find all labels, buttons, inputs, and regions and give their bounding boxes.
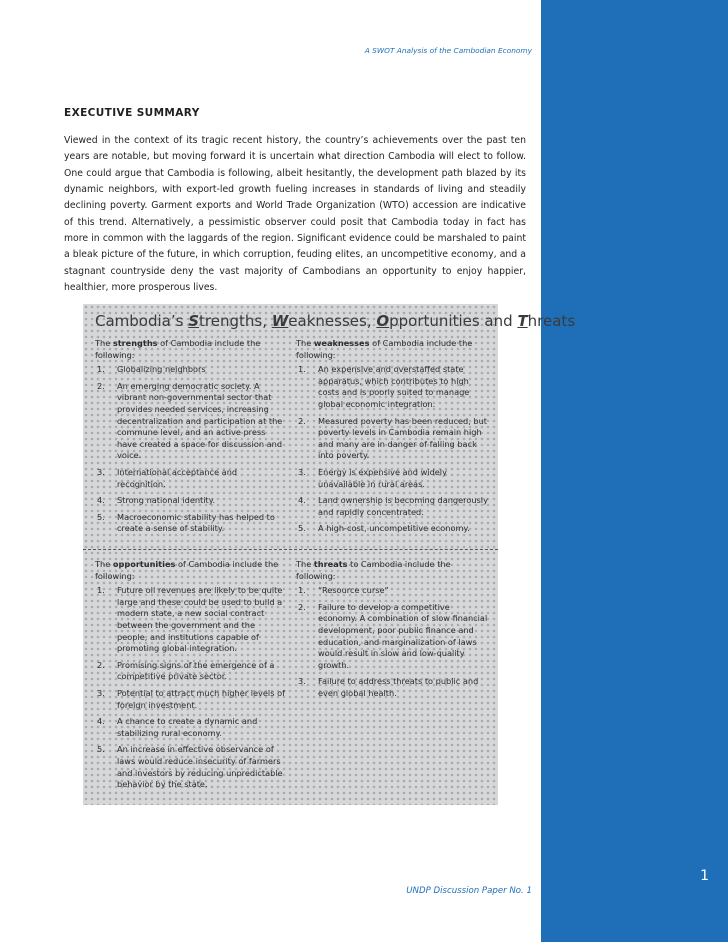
item-number: 3. bbox=[298, 676, 306, 687]
list-item bbox=[296, 602, 491, 672]
item-number: 2. bbox=[298, 415, 306, 426]
title-part: hreats bbox=[527, 312, 576, 330]
item-number: 3. bbox=[97, 466, 105, 477]
item-number: 2. bbox=[298, 601, 306, 612]
item-number: 4. bbox=[97, 716, 105, 727]
title-initial-t: T bbox=[517, 312, 528, 330]
threats-intro-pre: The bbox=[296, 559, 314, 569]
item-number: 5. bbox=[298, 523, 306, 534]
list-item bbox=[296, 495, 491, 518]
item-number: 3. bbox=[298, 466, 306, 477]
list-item bbox=[95, 660, 285, 683]
item-text: International acceptance and recognition. bbox=[117, 466, 238, 489]
threats-list bbox=[296, 585, 491, 699]
list-item bbox=[296, 523, 491, 535]
list-item bbox=[296, 676, 491, 699]
item-number: 1. bbox=[97, 585, 105, 596]
page-number: 1 bbox=[700, 868, 709, 884]
item-number: 2. bbox=[97, 659, 105, 670]
strengths-list bbox=[95, 364, 285, 535]
opportunities-intro-pre: The bbox=[95, 559, 113, 569]
item-text: Failure to develop a competitive economy. A combination of slow financial development, poor public finance and education, and marginalization of laws would result in slow and low-quality growth. bbox=[318, 601, 488, 670]
swot-title bbox=[95, 312, 575, 330]
strengths-intro-pre: The bbox=[95, 338, 113, 348]
list-item bbox=[95, 381, 285, 462]
item-text: Land ownership is becoming dangerously and rapidly concentrated. bbox=[318, 495, 488, 517]
item-text: Globalizing neighbors bbox=[117, 364, 206, 375]
item-number: 5. bbox=[97, 744, 105, 755]
swot-figure bbox=[83, 304, 576, 805]
item-number: 3. bbox=[97, 687, 105, 698]
list-item bbox=[95, 467, 285, 490]
item-text: An increase in effective observance of laws would reduce insecurity of farmers and investors by reducing unpredictable behavior by the state. bbox=[117, 744, 283, 790]
opportunities-intro-post: of Cambodia include the following: bbox=[95, 559, 279, 581]
list-item bbox=[95, 512, 285, 535]
strengths-intro bbox=[95, 338, 285, 361]
list-item bbox=[95, 688, 285, 711]
item-text: Potential to attract much higher levels of foreign investment. bbox=[117, 687, 285, 710]
item-number: 4. bbox=[298, 495, 306, 506]
title-part: trengths, bbox=[199, 312, 272, 330]
weaknesses-list bbox=[296, 364, 491, 535]
list-item bbox=[95, 495, 285, 507]
running-header: A SWOT Analysis of the Cambodian Economy bbox=[364, 46, 532, 55]
item-number: 1. bbox=[298, 364, 306, 375]
item-text: Macroeconomic stability has helped to create a sense of stability. bbox=[117, 511, 275, 534]
item-text: Future oil revenues are likely to be quite large and these could be used to build a modern state, a new social contract between the government and the people, and institutions capable of promoting global integration. bbox=[117, 585, 283, 654]
running-footer: UNDP Discussion Paper No. 1 bbox=[406, 886, 532, 896]
weaknesses-intro bbox=[296, 338, 491, 361]
item-text: Measured poverty has been reduced, but poverty levels in Cambodia remain high and many are in danger of falling back into poverty. bbox=[318, 415, 487, 461]
threats-quadrant bbox=[296, 559, 491, 705]
list-item bbox=[296, 364, 491, 410]
threats-intro-bold: threats bbox=[313, 559, 348, 569]
section-title: EXECUTIVE SUMMARY bbox=[64, 107, 200, 119]
title-part: eaknesses, bbox=[288, 312, 377, 330]
item-text: A high-cost, uncompetitive economy. bbox=[318, 523, 470, 534]
item-text: A chance to create a dynamic and stabilizing rural economy. bbox=[117, 716, 258, 738]
strengths-quadrant bbox=[95, 338, 285, 540]
item-number: 5. bbox=[97, 511, 105, 522]
list-item bbox=[296, 416, 491, 462]
weaknesses-quadrant bbox=[296, 338, 491, 540]
list-item bbox=[95, 364, 285, 376]
title-part: pportunities and bbox=[389, 312, 518, 330]
threats-intro-post: to Cambodia include the following: bbox=[296, 559, 451, 581]
list-item bbox=[95, 744, 285, 790]
weaknesses-intro-pre: The bbox=[296, 338, 314, 348]
title-part: Cambodia’s bbox=[95, 312, 189, 330]
blue-sidebar bbox=[541, 0, 728, 942]
opportunities-intro bbox=[95, 559, 285, 582]
item-text: Promising signs of the emergence of a competitive private sector. bbox=[117, 659, 275, 682]
item-text: An expensive and overstaffed state apparatus, which contributes to high costs and is poorly suited to manage global economic integration. bbox=[318, 364, 470, 409]
quadrant-divider bbox=[83, 549, 498, 550]
threats-intro bbox=[296, 559, 491, 582]
item-text: An emerging democratic society. A vibrant non-governmental sector that provides needed services, increasing decentralization and participation at the commune level, and an active press have created a space for discussion and voice. bbox=[117, 380, 283, 461]
item-text: “Resource curse” bbox=[318, 585, 389, 596]
opportunities-list bbox=[95, 585, 285, 791]
opportunities-quadrant bbox=[95, 559, 285, 796]
item-number: 2. bbox=[97, 380, 105, 391]
item-text: Energy is expensive and widely unavailable in rural areas. bbox=[318, 466, 447, 489]
item-number: 4. bbox=[97, 495, 105, 506]
item-number: 1. bbox=[298, 585, 306, 596]
title-initial-s: S bbox=[188, 312, 200, 330]
list-item bbox=[296, 467, 491, 490]
strengths-intro-post: of Cambodia include the following: bbox=[95, 338, 261, 360]
title-initial-o: O bbox=[376, 312, 390, 330]
item-text: Failure to address threats to public and even global health. bbox=[318, 676, 479, 698]
strengths-intro-bold: strengths bbox=[112, 338, 158, 348]
list-item bbox=[95, 716, 285, 739]
list-item bbox=[95, 585, 285, 655]
list-item bbox=[296, 585, 491, 597]
summary-paragraph: Viewed in the context of its tragic recent history, the country’s achievements over the past ten years are notable, but moving forward it is uncertain what direction Cambodia will elect to follow. One could argue that Cambodia is following, albeit hesitantly, the development path blazed by its dynamic neighbors, with export-led growth fueling increases in standards of living and steadily declining poverty. Garment exports and World Trade Organization (WTO) accession are indicative of this trend. Alternatively, a pessimistic observer could posit that Cambodia today in fact has more in common with the laggards of the region. Significant evidence could be marshaled to paint a bleak picture of the future, in which corruption, feuding elites, an uncompetitive economy, and a stagnant countryside deny the vast majority of Cambodians an opportunity to enjoy happier, healthier, more prosperous lives. bbox=[64, 135, 526, 294]
opportunities-intro-bold: opportunities bbox=[112, 559, 176, 569]
item-number: 1. bbox=[97, 364, 105, 375]
weaknesses-intro-post: of Cambodia include the following: bbox=[296, 338, 473, 360]
title-initial-w: W bbox=[271, 312, 289, 330]
item-text: Strong national identity. bbox=[117, 495, 216, 506]
weaknesses-intro-bold: weaknesses bbox=[313, 338, 370, 348]
